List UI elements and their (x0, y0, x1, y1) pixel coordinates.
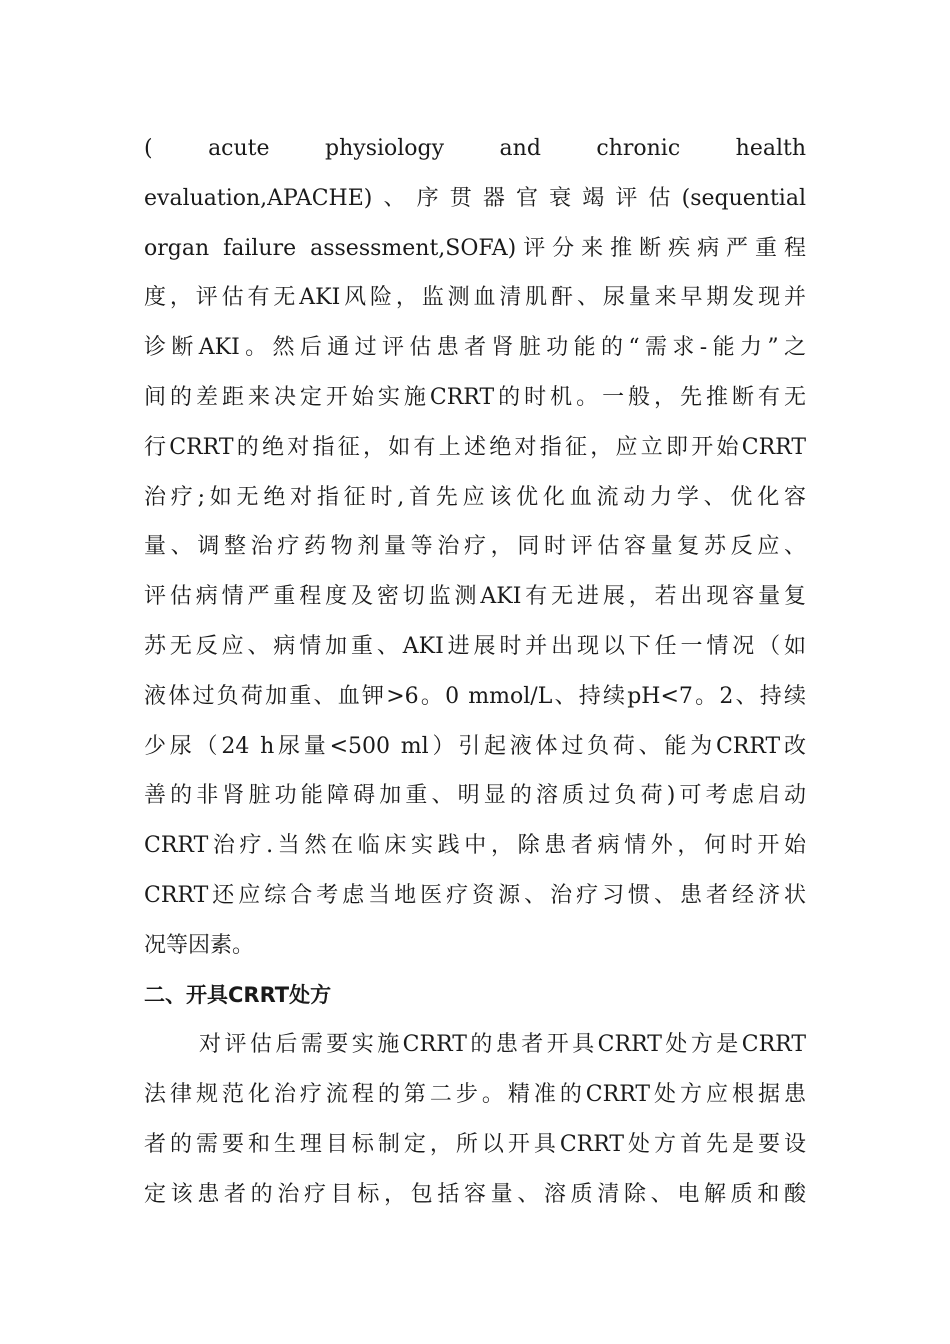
text-line: 况等因素。 (144, 932, 255, 958)
text-line: 液体过负荷加重、血钾>6。0 mmol/L、持续pH<7。2、持续 (144, 683, 806, 709)
text-line: 行CRRT的绝对指征，如有上述绝对指征，应立即开始CRRT (144, 434, 806, 460)
text-line: evaluation,APACHE)、序贯器官衰竭评估(sequential (144, 185, 806, 211)
text-line: 治疗;如无绝对指征时,首先应该优化血流动力学、优化容 (144, 484, 806, 510)
text-line: CRRT还应综合考虑当地医疗资源、治疗习惯、患者经济状 (144, 882, 806, 908)
text-line: 少尿（24 h尿量<500 ml）引起液体过负荷、能为CRRT改 (144, 733, 806, 759)
text-line: 苏无反应、病情加重、AKI进展时并出现以下任一情况（如 (144, 633, 806, 659)
text-line: 间的差距来决定开始实施CRRT的时机。一般，先推断有无 (144, 384, 806, 410)
section-heading: 二、开具CRRT处方 (144, 982, 332, 1007)
text-line: 法律规范化治疗流程的第二步。精准的CRRT处方应根据患 (144, 1082, 806, 1108)
text-line: 者的需要和生理目标制定，所以开具CRRT处方首先是要设 (144, 1131, 806, 1157)
text-line: ( acute physiology and chronic health (144, 136, 806, 161)
document-body (144, 124, 806, 1220)
text-line: organ failure assessment,SOFA)评分来推断疾病严重程 (144, 235, 806, 261)
text-line: 评估病情严重程度及密切监测AKI有无进展，若出现容量复 (144, 584, 806, 610)
text-line: 对评估后需要实施CRRT的患者开具CRRT处方是CRRT (199, 1032, 806, 1058)
text-line: 善的非肾脏功能障碍加重、明显的溶质过负荷)可考虑启动 (144, 783, 806, 809)
text-line: 度，评估有无AKI风险，监测血清肌酐、尿量来早期发现并 (144, 285, 806, 311)
text-line: 量、调整治疗药物剂量等治疗，同时评估容量复苏反应、 (144, 534, 806, 560)
text-line: 诊断AKI。然后通过评估患者肾脏功能的“需求-能力”之 (144, 335, 806, 361)
text-line: 定该患者的治疗目标，包括容量、溶质清除、电解质和酸 (144, 1181, 806, 1207)
text-line: CRRT治疗.当然在临床实践中，除患者病情外，何时开始 (144, 833, 806, 859)
